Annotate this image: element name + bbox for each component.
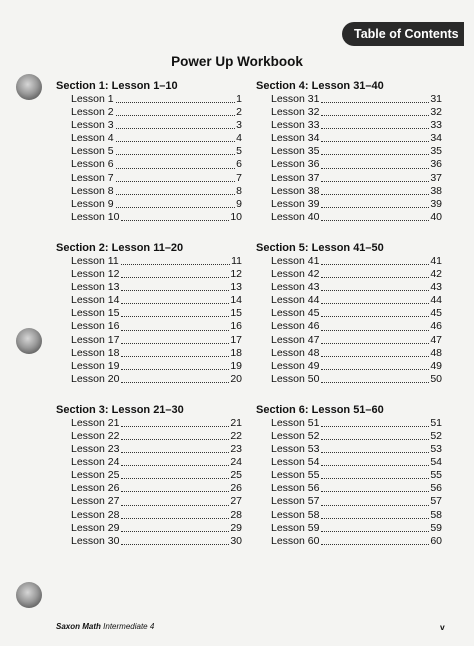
dot-leader	[321, 369, 429, 370]
lesson-label: Lesson 12	[71, 268, 120, 281]
toc-row	[56, 482, 242, 495]
lesson-label: Lesson 47	[271, 333, 320, 346]
lesson-label: Lesson 56	[271, 482, 320, 495]
toc-section	[56, 80, 242, 224]
lesson-label: Lesson 28	[71, 508, 120, 521]
toc-row	[56, 185, 242, 198]
lesson-label: Lesson 43	[271, 281, 320, 294]
dot-leader	[121, 439, 229, 440]
toc-row	[256, 132, 442, 145]
lesson-label: Lesson 25	[71, 469, 120, 482]
toc-row	[56, 307, 242, 320]
toc-row	[256, 211, 442, 224]
table-of-contents-tab: Table of Contents	[342, 22, 464, 46]
dot-leader	[121, 303, 229, 304]
lesson-label: Lesson 45	[271, 307, 320, 320]
lesson-label: Lesson 6	[71, 158, 114, 171]
toc-row	[56, 281, 242, 294]
page-number: 36	[430, 158, 442, 171]
page-number: 38	[430, 184, 442, 197]
page-number: 55	[430, 469, 442, 482]
toc-row	[256, 482, 442, 495]
toc-row	[256, 93, 442, 106]
page-number: 27	[230, 495, 242, 508]
lesson-label: Lesson 10	[71, 210, 120, 223]
toc-row	[256, 456, 442, 469]
dot-leader	[121, 343, 229, 344]
toc-row	[256, 360, 442, 373]
lesson-label: Lesson 31	[271, 93, 320, 105]
section-title: Section 1: Lesson 1–10	[56, 80, 178, 92]
toc-row	[56, 132, 242, 145]
toc-row	[56, 93, 242, 106]
lesson-label: Lesson 57	[271, 495, 320, 508]
page-number: 17	[230, 333, 242, 346]
lesson-label: Lesson 49	[271, 359, 320, 372]
page-number: 56	[430, 482, 442, 495]
dot-leader	[321, 128, 429, 129]
dot-leader	[321, 439, 429, 440]
toc-row	[256, 255, 442, 268]
toc-row	[256, 417, 442, 430]
lesson-label: Lesson 21	[71, 416, 120, 429]
page-number: 7	[236, 171, 242, 184]
page-number: 19	[230, 359, 242, 372]
toc-row	[56, 294, 242, 307]
dot-leader	[321, 330, 429, 331]
page-number: 48	[430, 346, 442, 359]
dot-leader	[116, 194, 236, 195]
page-number: 21	[230, 416, 242, 429]
lesson-label: Lesson 35	[271, 145, 320, 158]
toc-row	[256, 320, 442, 333]
toc-row	[56, 211, 242, 224]
page-number: 37	[430, 171, 442, 184]
dot-leader	[121, 356, 229, 357]
page-number: 16	[230, 320, 242, 333]
toc-row	[56, 443, 242, 456]
toc-row	[256, 509, 442, 522]
dot-leader	[121, 531, 229, 532]
toc-row	[56, 119, 242, 132]
toc-section	[256, 80, 442, 224]
dot-leader	[121, 277, 229, 278]
page-number: 32	[430, 106, 442, 119]
page-number: 2	[236, 106, 242, 119]
lesson-label: Lesson 55	[271, 469, 320, 482]
binder-hole-icon	[16, 582, 42, 608]
toc-row	[256, 347, 442, 360]
lesson-label: Lesson 20	[71, 372, 120, 385]
dot-leader	[321, 194, 429, 195]
page-number: 59	[430, 521, 442, 534]
lesson-label: Lesson 8	[71, 184, 114, 197]
lesson-label: Lesson 18	[71, 346, 120, 359]
dot-leader	[321, 343, 429, 344]
section-title: Section 2: Lesson 11–20	[56, 241, 184, 254]
page-number: 12	[230, 268, 242, 281]
toc-row	[256, 430, 442, 443]
page-number: 60	[430, 534, 442, 547]
dot-leader	[121, 426, 229, 427]
dot-leader	[121, 505, 229, 506]
lesson-label: Lesson 50	[271, 372, 320, 385]
dot-leader	[321, 181, 429, 182]
lesson-label: Lesson 48	[271, 346, 320, 359]
lesson-label: Lesson 52	[271, 429, 320, 442]
toc-row	[256, 535, 442, 548]
page-number: 54	[430, 456, 442, 469]
lesson-label: Lesson 30	[71, 534, 120, 547]
section-title: Section 5: Lesson 41–50	[256, 241, 384, 254]
dot-leader	[321, 518, 429, 519]
toc-row	[256, 495, 442, 508]
lesson-label: Lesson 9	[71, 197, 114, 210]
page-number: 44	[430, 294, 442, 307]
dot-leader	[321, 220, 429, 221]
footer-page-number: v	[440, 622, 445, 632]
lesson-label: Lesson 38	[271, 184, 320, 197]
page-number: 46	[430, 320, 442, 333]
lesson-label: Lesson 26	[71, 482, 120, 495]
page-number: 50	[430, 372, 442, 385]
dot-leader	[116, 181, 236, 182]
lesson-label: Lesson 19	[71, 359, 120, 372]
lesson-label: Lesson 44	[271, 294, 320, 307]
dot-leader	[321, 102, 429, 103]
toc-row	[56, 334, 242, 347]
toc-column-right	[256, 80, 442, 566]
lesson-label: Lesson 5	[71, 145, 114, 158]
page-number: 29	[230, 521, 242, 534]
page-number: 40	[430, 210, 442, 223]
page-number: 20	[230, 372, 242, 385]
lesson-label: Lesson 32	[271, 106, 320, 119]
toc-row	[56, 417, 242, 430]
toc-row	[56, 522, 242, 535]
toc-section	[256, 242, 442, 386]
toc-row	[256, 198, 442, 211]
dot-leader	[121, 544, 229, 545]
toc-row	[56, 320, 242, 333]
toc-row	[56, 430, 242, 443]
toc-row	[256, 106, 442, 119]
dot-leader	[321, 478, 429, 479]
toc-row	[256, 158, 442, 171]
page-number: 24	[230, 456, 242, 469]
lesson-label: Lesson 59	[271, 521, 320, 534]
toc-row	[56, 360, 242, 373]
page-number: 1	[236, 93, 242, 105]
toc-row	[56, 106, 242, 119]
toc-row	[56, 495, 242, 508]
dot-leader	[321, 382, 429, 383]
lesson-label: Lesson 39	[271, 197, 320, 210]
toc-row	[56, 456, 242, 469]
page-number: 22	[230, 429, 242, 442]
page-number: 4	[236, 132, 242, 145]
dot-leader	[121, 465, 229, 466]
footer-brand: Saxon Math	[56, 622, 101, 631]
dot-leader	[321, 531, 429, 532]
page-number: 35	[430, 145, 442, 158]
dot-leader	[121, 316, 229, 317]
page-number: 15	[230, 307, 242, 320]
toc-section	[56, 404, 242, 548]
dot-leader	[116, 141, 236, 142]
dot-leader	[321, 303, 429, 304]
page-number: 13	[230, 281, 242, 294]
toc-row	[256, 469, 442, 482]
page-number: 6	[236, 158, 242, 171]
page-number: 34	[430, 132, 442, 145]
dot-leader	[321, 505, 429, 506]
dot-leader	[321, 207, 429, 208]
lesson-label: Lesson 40	[271, 210, 320, 223]
toc-row	[56, 469, 242, 482]
dot-leader	[121, 264, 230, 265]
lesson-label: Lesson 41	[271, 254, 320, 267]
lesson-label: Lesson 13	[71, 281, 120, 294]
page-number: 43	[430, 281, 442, 294]
toc-row	[56, 255, 242, 268]
dot-leader	[321, 316, 429, 317]
page-number: 53	[430, 443, 442, 456]
lesson-label: Lesson 60	[271, 534, 320, 547]
page-number: 26	[230, 482, 242, 495]
toc-section	[256, 404, 442, 548]
lesson-label: Lesson 3	[71, 119, 114, 132]
section-title: Section 3: Lesson 21–30	[56, 403, 184, 416]
lesson-label: Lesson 14	[71, 294, 120, 307]
toc-row	[256, 373, 442, 386]
lesson-label: Lesson 4	[71, 132, 114, 145]
lesson-label: Lesson 17	[71, 333, 120, 346]
lesson-label: Lesson 15	[71, 307, 120, 320]
page-number: 23	[230, 443, 242, 456]
dot-leader	[321, 356, 429, 357]
page-number: 30	[230, 534, 242, 547]
toc-section	[56, 242, 242, 386]
dot-leader	[116, 102, 236, 103]
toc-row	[56, 145, 242, 158]
dot-leader	[321, 264, 429, 265]
page-number: 3	[236, 119, 242, 132]
binder-hole-icon	[16, 74, 42, 100]
lesson-label: Lesson 42	[271, 268, 320, 281]
dot-leader	[116, 115, 236, 116]
lesson-label: Lesson 16	[71, 320, 120, 333]
page-number: 41	[430, 254, 442, 267]
page-number: 5	[236, 145, 242, 158]
page-number: 42	[430, 268, 442, 281]
dot-leader	[321, 426, 429, 427]
dot-leader	[321, 141, 429, 142]
page-number: 25	[230, 469, 242, 482]
dot-leader	[321, 544, 429, 545]
toc-row	[256, 119, 442, 132]
dot-leader	[116, 168, 236, 169]
page-number: 9	[236, 197, 242, 210]
lesson-label: Lesson 29	[71, 521, 120, 534]
toc-row	[56, 373, 242, 386]
page-number: 45	[430, 307, 442, 320]
toc-row	[56, 158, 242, 171]
dot-leader	[121, 290, 229, 291]
toc-row	[256, 522, 442, 535]
page-title: Power Up Workbook	[171, 54, 303, 69]
lesson-label: Lesson 54	[271, 456, 320, 469]
lesson-label: Lesson 36	[271, 158, 320, 171]
page-number: 10	[230, 210, 242, 223]
toc-row	[56, 535, 242, 548]
page-number: 11	[231, 254, 242, 267]
page-number: 8	[236, 184, 242, 197]
dot-leader	[321, 465, 429, 466]
lesson-label: Lesson 2	[71, 106, 114, 119]
section-title: Section 6: Lesson 51–60	[256, 403, 384, 416]
lesson-label: Lesson 46	[271, 320, 320, 333]
lesson-label: Lesson 33	[271, 119, 320, 132]
dot-leader	[321, 277, 429, 278]
lesson-label: Lesson 22	[71, 429, 120, 442]
dot-leader	[321, 452, 429, 453]
page-number: 51	[430, 416, 442, 429]
toc-row	[256, 172, 442, 185]
lesson-label: Lesson 23	[71, 443, 120, 456]
toc-row	[256, 307, 442, 320]
toc-row	[256, 145, 442, 158]
lesson-label: Lesson 27	[71, 495, 120, 508]
dot-leader	[321, 168, 429, 169]
toc-row	[256, 443, 442, 456]
page-number: 47	[430, 333, 442, 346]
lesson-label: Lesson 58	[271, 508, 320, 521]
page-number: 28	[230, 508, 242, 521]
page-number: 14	[230, 294, 242, 307]
lesson-label: Lesson 11	[71, 254, 119, 267]
toc-row	[56, 172, 242, 185]
dot-leader	[121, 518, 229, 519]
dot-leader	[321, 290, 429, 291]
page-number: 57	[430, 495, 442, 508]
binder-hole-icon	[16, 328, 42, 354]
toc-row	[56, 509, 242, 522]
dot-leader	[121, 491, 229, 492]
dot-leader	[121, 478, 229, 479]
toc-row	[256, 294, 442, 307]
dot-leader	[121, 452, 229, 453]
dot-leader	[321, 115, 429, 116]
page-number: 33	[430, 119, 442, 132]
toc-row	[56, 198, 242, 211]
dot-leader	[121, 220, 229, 221]
section-title: Section 4: Lesson 31–40	[256, 80, 384, 92]
toc-row	[256, 185, 442, 198]
toc-row	[256, 334, 442, 347]
lesson-label: Lesson 34	[271, 132, 320, 145]
page-number: 18	[230, 346, 242, 359]
page-number: 49	[430, 359, 442, 372]
lesson-label: Lesson 24	[71, 456, 120, 469]
dot-leader	[321, 491, 429, 492]
toc-row	[56, 347, 242, 360]
lesson-label: Lesson 51	[271, 416, 320, 429]
lesson-label: Lesson 1	[71, 93, 114, 105]
footer-book-title	[56, 622, 154, 631]
footer-edition: Intermediate 4	[103, 622, 155, 631]
dot-leader	[121, 369, 229, 370]
dot-leader	[321, 154, 429, 155]
page-number: 58	[430, 508, 442, 521]
lesson-label: Lesson 53	[271, 443, 320, 456]
toc-row	[256, 281, 442, 294]
page-number: 31	[430, 93, 442, 105]
dot-leader	[116, 128, 236, 129]
toc-row	[56, 268, 242, 281]
lesson-label: Lesson 7	[71, 171, 114, 184]
dot-leader	[121, 382, 229, 383]
dot-leader	[116, 154, 236, 155]
page-number: 39	[430, 197, 442, 210]
toc-column-left	[56, 80, 242, 566]
dot-leader	[121, 330, 229, 331]
toc-row	[256, 268, 442, 281]
dot-leader	[116, 207, 236, 208]
page-number: 52	[430, 429, 442, 442]
lesson-label: Lesson 37	[271, 171, 320, 184]
